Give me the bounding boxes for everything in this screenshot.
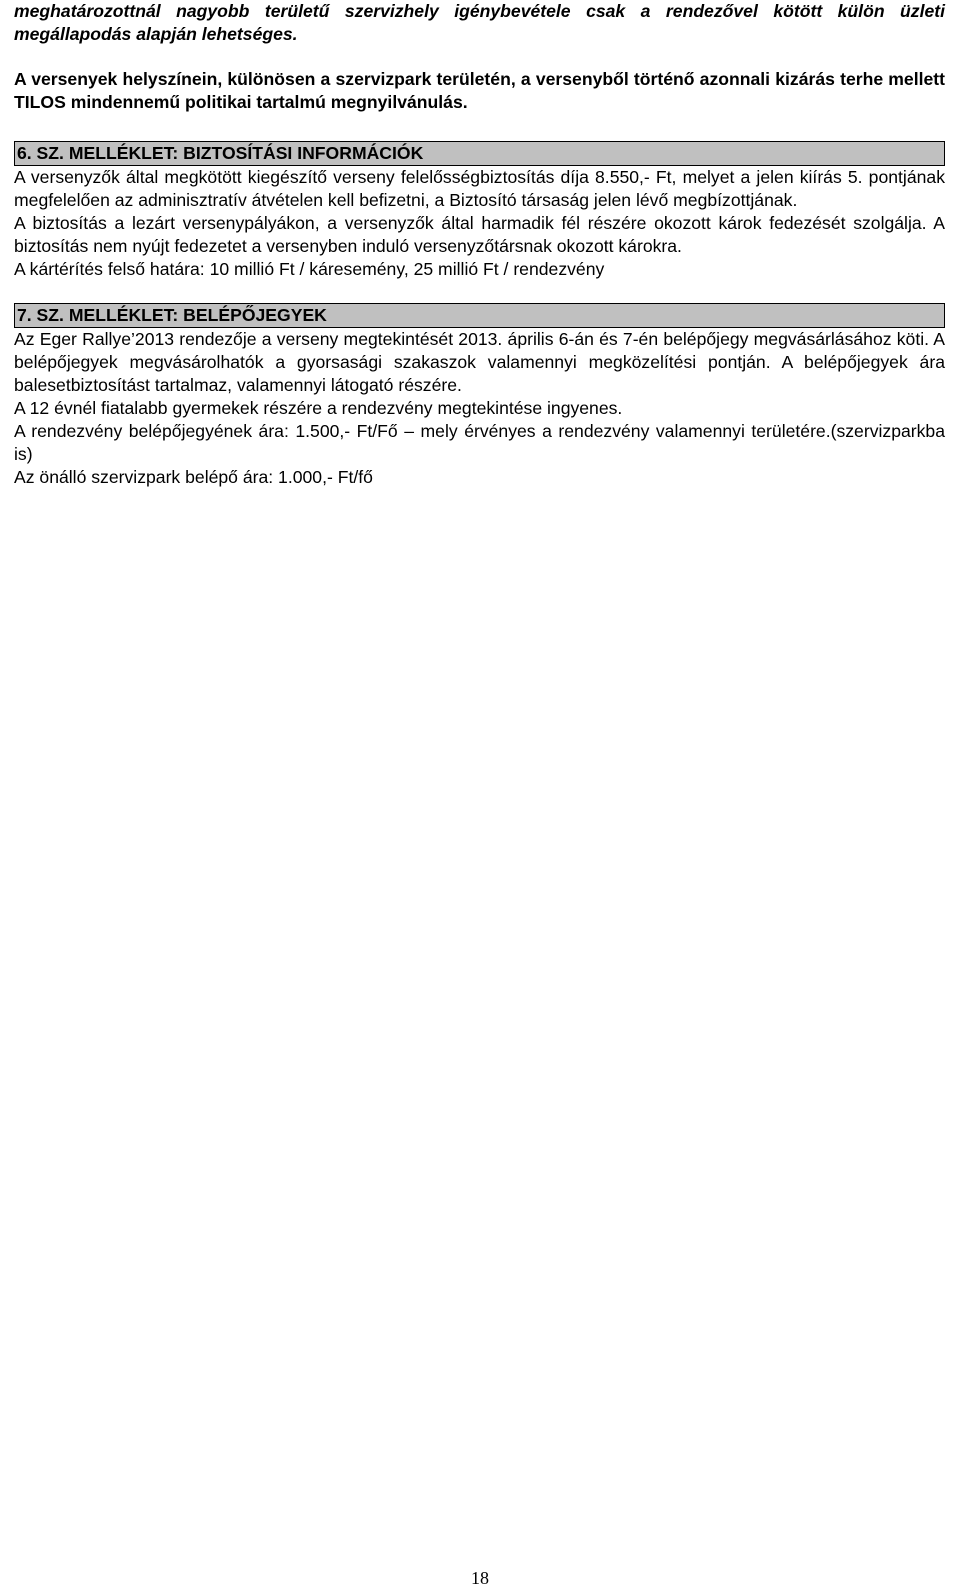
section-6-paragraph-3: A kártérítés felső határa: 10 millió Ft / káresemény, 25 millió Ft / rendezvény	[14, 259, 605, 279]
section-7-paragraph-3: A rendezvény belépőjegyének ára: 1.500,- Ft/Fő – mely érvényes a rendezvény valamennyi területére.(szervizparkba is)	[14, 421, 945, 464]
section-7-paragraph-4: Az önálló szervizpark belépő ára: 1.000,- Ft/fő	[14, 467, 373, 487]
document-page	[14, 0, 945, 489]
section-6-paragraph-2: A biztosítás a lezárt versenypályákon, a versenyzők által harmadik fél részére okozott károk fedezését szolgálja. A biztosítás nem nyújt fedezetet a versenyben induló versenyzőtársnak okozott károkra.	[14, 213, 945, 256]
section-6-paragraph-1: A versenyzők által megkötött kiegészítő verseny felelősségbiztosítás díja 8.550,- Ft, melyet a jelen kiírás 5. pontjának megfelelően az adminisztratív átvételen kell befizetni, a Biztosító társaság jelen lévő megbízottjának.	[14, 167, 945, 210]
page-number: 18	[471, 1568, 489, 1588]
section-6-heading: 6. SZ. MELLÉKLET: BIZTOSÍTÁSI INFORMÁCIÓK	[14, 141, 945, 166]
section-7-paragraph-1: Az Eger Rallye’2013 rendezője a verseny megtekintését 2013. április 6-án és 7-én belépőjegy megvásárlásához köti. A belépőjegyek megvásárolhatók a gyorsasági szakaszok valamennyi megközelítési pontján. A belépőjegyek ára balesetbiztosítást tartalmaz, valamennyi látogató részére.	[14, 329, 945, 395]
intro-paragraph-2: A versenyek helyszínein, különösen a szervizpark területén, a versenyből történő azonnali kizárás terhe mellett TILOS mindennemű politikai tartalmú megnyilvánulás.	[14, 69, 945, 112]
intro-paragraph-1: meghatározottnál nagyobb területű szervizhely igénybevétele csak a rendezővel kötött külön üzleti megállapodás alapján lehetséges.	[14, 1, 945, 44]
section-7-heading: 7. SZ. MELLÉKLET: BELÉPŐJEGYEK	[14, 303, 945, 328]
section-7-paragraph-2: A 12 évnél fiatalabb gyermekek részére a rendezvény megtekintése ingyenes.	[14, 398, 623, 418]
